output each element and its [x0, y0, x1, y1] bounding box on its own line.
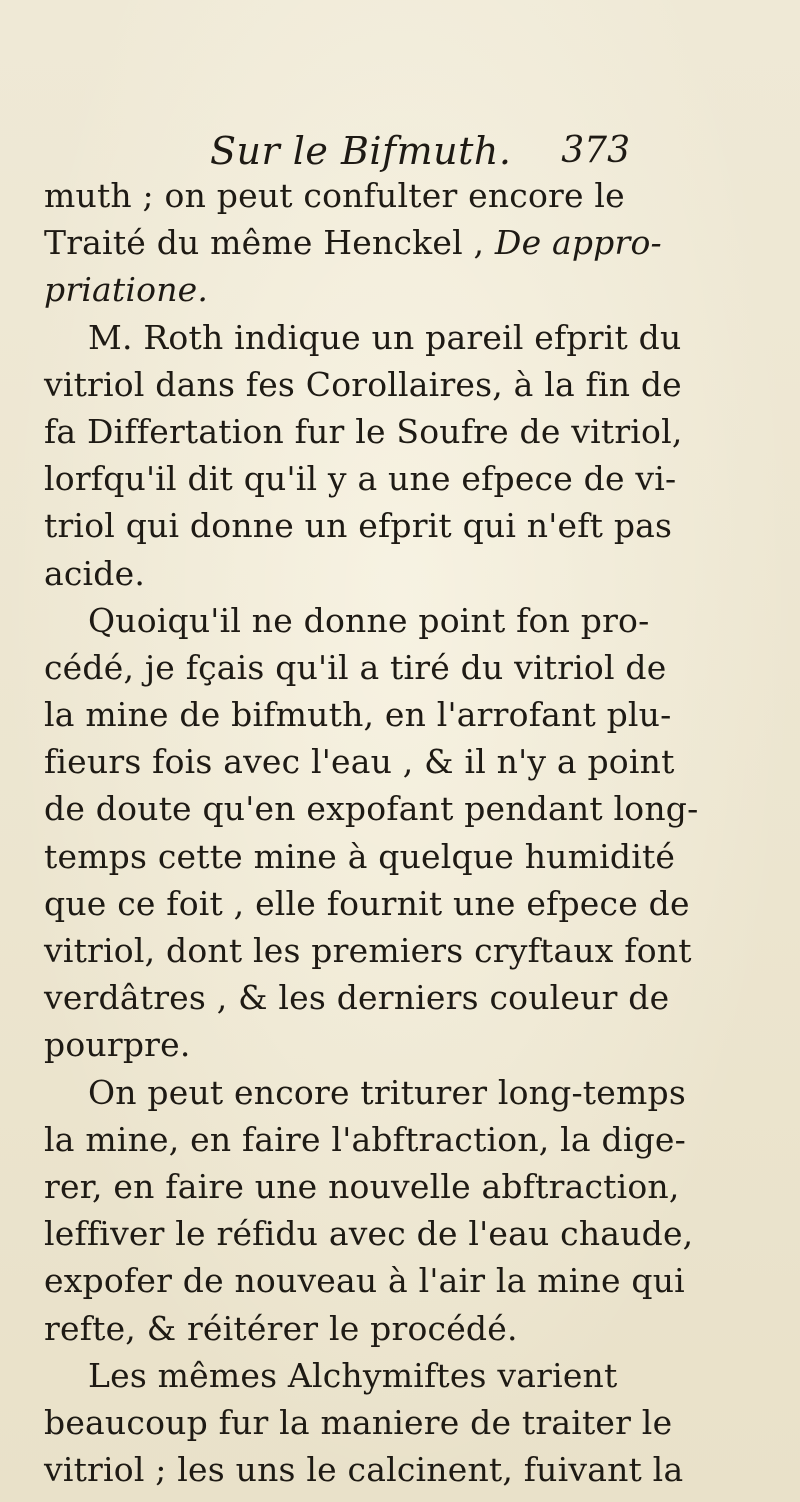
text-line: vitriol ; les uns le calcinent, fuivant la: [44, 1450, 684, 1490]
text-line: leffiver le réfidu avec de l'eau chaude,: [44, 1214, 694, 1254]
text-line: vitriol dans fes Corollaires, à la fin de: [44, 364, 682, 404]
text-line: lorfqu'il dit qu'il y a une efpece de vi-: [44, 459, 677, 499]
text-fragment: Traité du même Henckel ,: [44, 223, 485, 263]
text-line: verdâtres , & les derniers couleur de: [44, 978, 670, 1018]
paragraph-start-line: On peut encore triturer long-temps: [88, 1072, 686, 1112]
text-line: priatione.: [44, 270, 209, 310]
text-line: de doute qu'en expofant pendant long-: [44, 789, 699, 829]
running-title: Sur le Bifmuth.: [210, 129, 512, 173]
text-line: beaucoup fur la maniere de traiter le: [44, 1402, 673, 1442]
body-text: [44, 172, 774, 1493]
text-line: triol qui donne un efprit qui n'eft pas: [44, 506, 673, 546]
text-line: rer, en faire une nouvelle abftraction,: [44, 1166, 680, 1206]
text-line: [44, 219, 774, 266]
text-line: la mine, en faire l'abftraction, la dige-: [44, 1119, 686, 1159]
text-line: fieurs fois avec l'eau , & il n'y a point: [44, 742, 675, 782]
running-head: [210, 128, 630, 178]
text-line: vitriol, dont les premiers cryftaux font: [44, 931, 692, 970]
text-line: refte, & réitérer le procédé.: [44, 1308, 518, 1348]
paragraph-start-line: Quoiqu'il ne donne point fon pro-: [88, 600, 650, 640]
italic-title-fragment: De appro-: [494, 223, 662, 263]
text-line: acide.: [44, 553, 146, 593]
text-line: muth ; on peut confulter encore le: [44, 176, 625, 215]
text-line: que ce foit , elle fournit une efpece de: [44, 883, 690, 923]
text-line: la mine de bifmuth, en l'arrofant plu-: [44, 695, 672, 735]
paragraph-start-line: M. Roth indique un pareil efprit du: [88, 317, 682, 357]
text-line: fa Differtation fur le Soufre de vitriol,: [44, 411, 683, 451]
text-line: expofer de nouveau à l'air la mine qui: [44, 1261, 685, 1301]
text-line: temps cette mine à quelque humidité: [44, 836, 676, 876]
text-line: cédé, je fçais qu'il a tiré du vitriol de: [44, 647, 667, 687]
page-number: 373: [561, 130, 630, 171]
text-line: pourpre.: [44, 1025, 191, 1065]
paragraph-start-line: Les mêmes Alchymiftes varient: [88, 1355, 618, 1395]
